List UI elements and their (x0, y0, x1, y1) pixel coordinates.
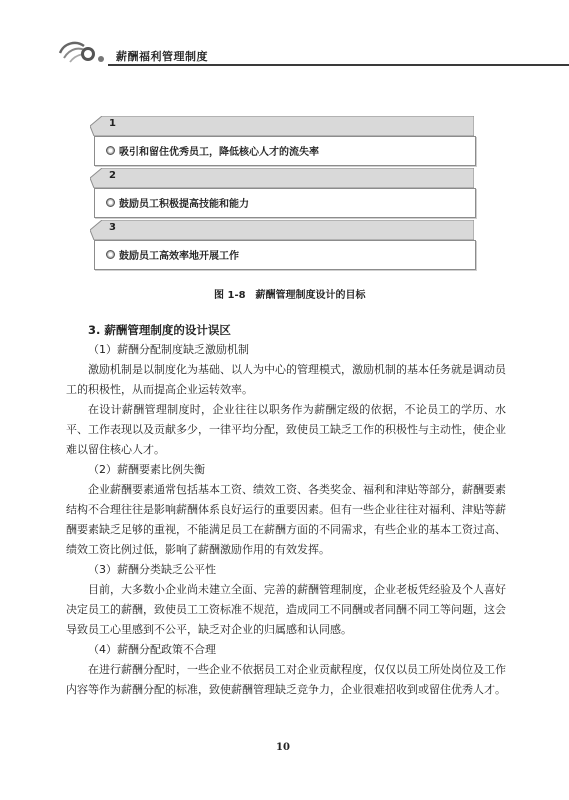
step-box (94, 188, 476, 218)
diagram-step-2 (90, 168, 476, 218)
step-tab-shape (90, 220, 474, 240)
bullet-icon (106, 250, 115, 259)
paragraph: 企业薪酬要素通常包括基本工资、绩效工资、各类奖金、福利和津贴等部分，薪酬要素结构不合理往往是影响薪酬体系良好运行的重要因素。但有一些企业往往对福利、津贴等薪酬要素缺乏足够的重视，不能满足员工在薪酬方面的不同需求，有些企业的基本工资过高、绩效工资比例过低，影响了薪酬激励作用的有效发挥。 (66, 483, 506, 556)
header-title: 薪酬福利管理制度 (116, 50, 208, 63)
step-tab-shape (90, 116, 474, 136)
goals-diagram (90, 116, 476, 276)
swirl-logo-icon (58, 40, 108, 66)
step-text: 吸引和留住优秀员工，降低核心人才的流失率 (119, 147, 319, 158)
step-text: 鼓励员工高效率地开展工作 (119, 251, 239, 262)
section-content (66, 320, 506, 700)
figure-caption: 图 1-8 薪酬管理制度设计的目标 (214, 290, 366, 301)
step-tab-shape (90, 168, 474, 188)
bullet-icon (106, 198, 115, 207)
step-text: 鼓励员工积极提高技能和能力 (119, 199, 249, 210)
subsection-title: （3）薪酬分类缺乏公平性 (88, 563, 216, 576)
paragraph: 激励机制是以制度化为基础、以人为中心的管理模式，激励机制的基本任务就是调动员工的积极性，从而提高企业运转效率。 (66, 363, 506, 396)
diagram-step-1 (90, 116, 476, 166)
page-number: 10 (276, 742, 290, 753)
subsection-title: （4）薪酬分配政策不合理 (88, 643, 216, 656)
paragraph: 目前，大多数小企业尚未建立全面、完善的薪酬管理制度，企业老板凭经验及个人喜好决定员工的薪酬，致使员工工资标准不规范，造成同工不同酬或者同酬不同工等问题，这会导致员工心里感到不公平，缺乏对企业的归属感和认同感。 (66, 583, 506, 636)
step-box (94, 136, 476, 166)
bullet-icon (106, 146, 115, 155)
section-heading: 3. 薪酬管理制度的设计误区 (88, 323, 231, 337)
paragraph: 在进行薪酬分配时，一些企业不依据员工对企业贡献程度，仅仅以员工所处岗位及工作内容等作为薪酬分配的标准，致使薪酬管理缺乏竞争力，企业很难招收到或留住优秀人才。 (66, 663, 506, 696)
step-number: 1 (109, 118, 116, 129)
paragraph: 在设计薪酬管理制度时，企业往往以职务作为薪酬定级的依据，不论员工的学历、水平、工作表现以及贡献多少，一律平均分配，致使员工缺乏工作的积极性与主动性，使企业难以留住核心人才。 (66, 403, 506, 456)
page-header (0, 0, 569, 80)
subsection-title: （1）薪酬分配制度缺乏激励机制 (88, 343, 249, 356)
step-number: 3 (109, 222, 116, 233)
diagram-step-3 (90, 220, 476, 270)
step-box (94, 240, 476, 270)
subsection-title: （2）薪酬要素比例失衡 (88, 463, 205, 476)
header-rule (108, 64, 569, 66)
step-number: 2 (109, 170, 116, 181)
